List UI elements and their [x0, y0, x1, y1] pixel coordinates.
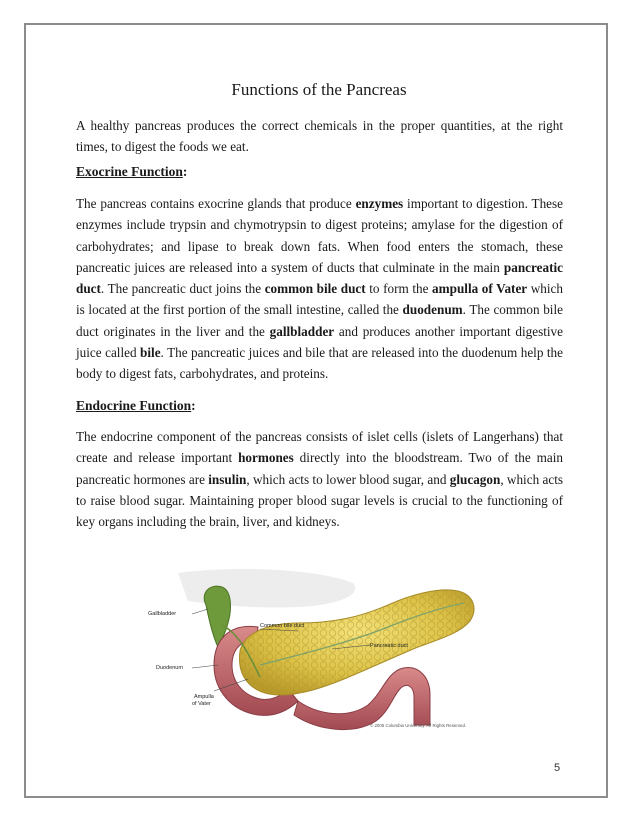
label-ampulla-line2: of Vater — [192, 701, 211, 707]
endocrine-text-4: , which acts to raise blood sugar. Maintaining proper blood sugar levels is crucial to the functioning of key organs including the brain, liver, and kidneys. — [76, 471, 563, 530]
term-insulin: insulin — [208, 471, 247, 487]
term-enzymes: enzymes — [355, 196, 404, 211]
term-bile: bile — [140, 345, 161, 361]
endocrine-heading-text: Endocrine Function — [76, 398, 192, 413]
page-title: Functions of the Pancreas — [231, 80, 407, 99]
endocrine-text-1: The endocrine component of the pancreas consists of islet cells (islets of Langerhans) that create and release important — [76, 429, 563, 466]
endocrine-text-3: , which acts to lower blood sugar, and — [246, 471, 450, 487]
label-common-bile-duct: Common bile duct — [260, 623, 305, 629]
endocrine-text-2: directly into the bloodstream. Two of the main pancreatic hormones are — [76, 450, 563, 487]
exocrine-paragraph — [76, 193, 563, 385]
page-number: 5 — [554, 762, 561, 774]
endocrine-paragraph — [76, 426, 563, 532]
exocrine-text-8: . The pancreatic juices and bile that are released into the duodenum help the body to digest fats, carbohydrates, and proteins. — [76, 345, 563, 382]
intro-paragraph: A healthy pancreas produces the correct chemicals in the proper quantities, at the right times, to digest the foods we eat. — [76, 118, 563, 155]
figure-copyright: © 2005 Columbia University. All Rights Reserved. — [370, 723, 467, 728]
label-duodenum: Duodenum — [156, 665, 183, 671]
exocrine-text-3: . The pancreatic duct joins the — [100, 281, 265, 297]
endocrine-heading-colon: : — [191, 398, 196, 413]
label-ampulla-line1: Ampulla — [194, 694, 214, 700]
term-gallbladder: gallbladder — [269, 323, 335, 339]
exocrine-text-1: The pancreas contains exocrine glands that produce — [76, 196, 356, 211]
term-pancreatic-duct: pancreatic duct — [76, 259, 563, 297]
endocrine-heading — [76, 398, 196, 414]
exocrine-heading-colon: : — [182, 164, 188, 179]
exocrine-heading-text: Exocrine Function — [76, 164, 183, 179]
label-gallbladder: Gallbladder — [148, 611, 177, 617]
exocrine-text-2: important to digestion. These enzymes include trypsin and chymotrypsin to digest proteins; amylase for the digestion of carbohydrates; and lipase to break down fats. When food enters the stomach, these pancreatic juices are released into a system of ducts that culminate in the main — [76, 196, 563, 275]
term-ampulla-of-vater: ampulla of Vater — [432, 281, 528, 297]
term-glucagon: glucagon — [449, 471, 501, 487]
term-hormones: hormones — [238, 450, 294, 466]
exocrine-text-7: and produces another important digestive juice called — [76, 323, 563, 361]
pancreas-diagram — [148, 565, 494, 735]
pancreas-illustration — [148, 565, 494, 735]
exocrine-text-6: . The common bile duct originates in the liver and the — [76, 302, 563, 339]
term-common-bile-duct: common bile duct — [264, 281, 366, 297]
exocrine-text-5: which is located at the first portion of the small intestine, called the — [76, 281, 563, 318]
label-pancreatic-duct: Pancreatic duct — [370, 643, 408, 649]
term-duodenum: duodenum — [402, 302, 463, 318]
exocrine-text-4: to form the — [365, 281, 433, 297]
exocrine-heading — [76, 164, 187, 180]
